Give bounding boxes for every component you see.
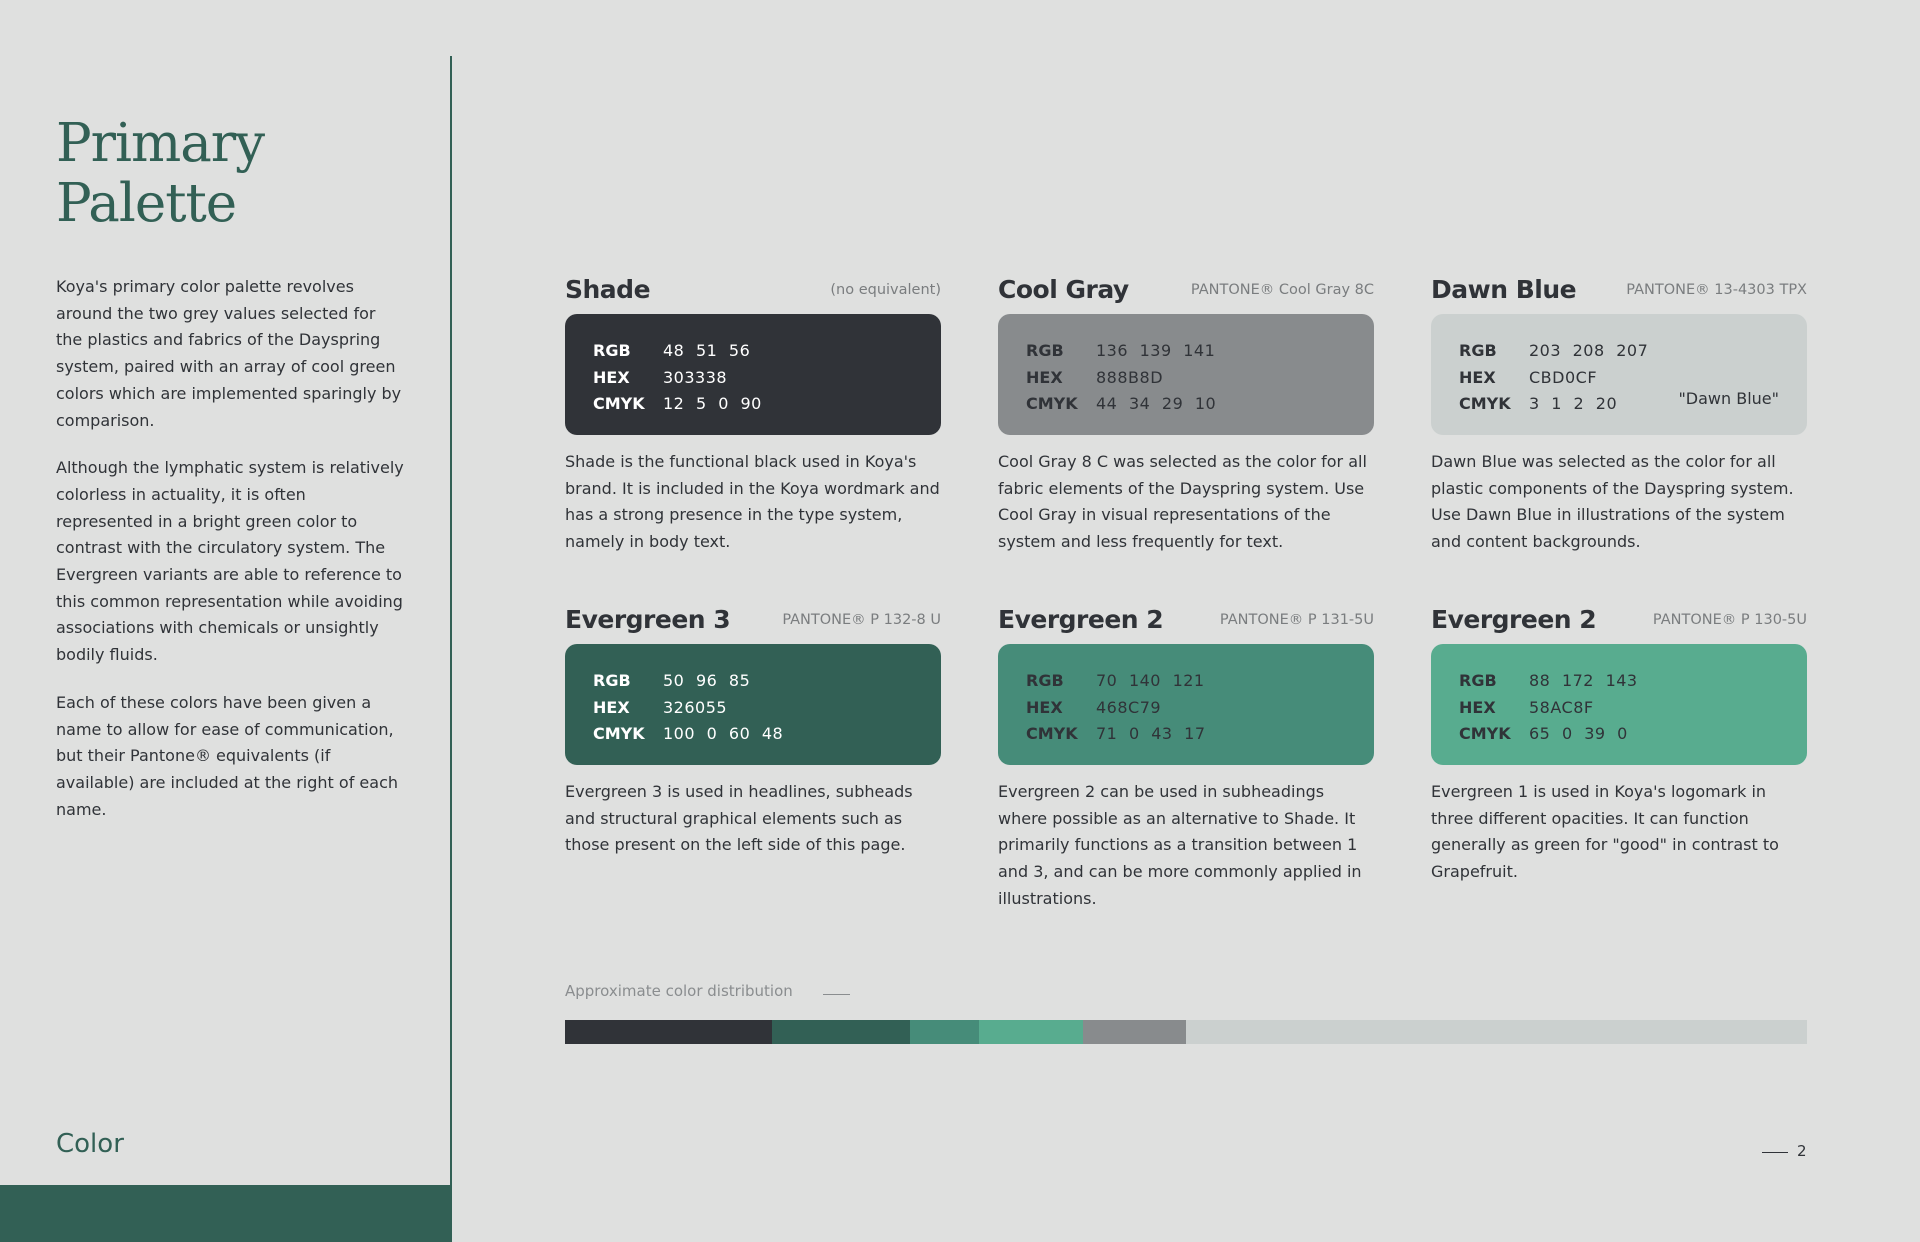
cmyk-value: 12 5 0 90 xyxy=(663,394,762,414)
color-card-evergreen-3 xyxy=(565,602,941,859)
intro-paragraph: Although the lymphatic system is relatively colorless in actuality, it is often represented in a bright green color to contrast with the circulatory system. The Evergreen variants are able to reference to this common representation while avoiding associations with chemicals or unsightly bodily fluids. xyxy=(56,458,404,665)
color-description: Cool Gray 8 C was selected as the color for all fabric elements of the Dayspring system. Use Cool Gray in visual representations of the system and less frequently for text. xyxy=(998,452,1367,552)
color-swatch xyxy=(565,644,941,765)
hex-label: HEX xyxy=(593,367,630,387)
rgb-label: RGB xyxy=(593,340,631,360)
cmyk-label: CMYK xyxy=(1026,394,1078,414)
hex-value: 888B8D xyxy=(1096,367,1164,387)
hex-label: HEX xyxy=(593,697,630,717)
distribution-segment xyxy=(772,1020,910,1044)
hex-label: HEX xyxy=(1026,367,1063,387)
distribution-segment xyxy=(1083,1020,1186,1044)
rgb-value: 48 51 56 xyxy=(663,340,751,360)
color-description: Evergreen 1 is used in Koya's logomark in three different opacities. It can function generally as green for "good" in contrast to Grapefruit. xyxy=(1431,782,1779,882)
sidebar-footer-bar xyxy=(0,1185,452,1242)
rgb-label: RGB xyxy=(1026,670,1064,690)
rgb-label: RGB xyxy=(1459,670,1497,690)
rgb-value: 50 96 85 xyxy=(663,670,751,690)
hex-label: HEX xyxy=(1026,697,1063,717)
hex-label: HEX xyxy=(1459,697,1496,717)
cmyk-label: CMYK xyxy=(593,724,645,744)
color-alias: "Dawn Blue" xyxy=(1678,389,1779,408)
cmyk-value: 44 34 29 10 xyxy=(1096,394,1217,414)
color-description: Evergreen 3 is used in headlines, subheads and structural graphical elements such as those present on the left side of this page. xyxy=(565,782,913,855)
color-card-cool-gray xyxy=(998,272,1374,556)
color-name: Evergreen 2 xyxy=(998,605,1164,634)
page-number: 2 xyxy=(1797,1142,1807,1160)
cmyk-value: 71 0 43 17 xyxy=(1096,724,1206,744)
cmyk-value: 65 0 39 0 xyxy=(1529,724,1628,744)
color-distribution-bar xyxy=(565,1020,1807,1044)
distribution-segment xyxy=(910,1020,979,1044)
rgb-label: RGB xyxy=(1459,340,1497,360)
rgb-value: 203 208 207 xyxy=(1529,340,1649,360)
color-description: Evergreen 2 can be used in subheadings where possible as an alternative to Shade. It primarily functions as a transition between 1 and 3, and can be more commonly applied in illustrations. xyxy=(998,782,1362,908)
cmyk-value: 100 0 60 48 xyxy=(663,724,784,744)
color-card-evergreen-1 xyxy=(1431,602,1807,886)
color-swatch xyxy=(1431,644,1807,765)
color-card-dawn-blue xyxy=(1431,272,1807,556)
page-title-line-1: Primary xyxy=(56,113,265,174)
color-swatch xyxy=(565,314,941,435)
color-name: Cool Gray xyxy=(998,275,1129,304)
hex-value: 303338 xyxy=(663,367,728,387)
page-title xyxy=(56,114,264,234)
rgb-value: 88 172 143 xyxy=(1529,670,1638,690)
distribution-label-rule xyxy=(823,994,850,995)
vertical-divider xyxy=(450,56,452,1242)
distribution-label: Approximate color distribution xyxy=(565,982,793,1000)
pantone-code: PANTONE® P 130-5U xyxy=(1652,612,1807,628)
color-swatch xyxy=(1431,314,1807,435)
cmyk-label: CMYK xyxy=(1026,724,1078,744)
cmyk-label: CMYK xyxy=(1459,724,1511,744)
pantone-code: PANTONE® P 132-8 U xyxy=(782,612,941,628)
rgb-value: 70 140 121 xyxy=(1096,670,1205,690)
color-name: Evergreen 3 xyxy=(565,605,731,634)
cmyk-value: 3 1 2 20 xyxy=(1529,394,1618,414)
section-label: Color xyxy=(56,1129,124,1159)
cmyk-label: CMYK xyxy=(593,394,645,414)
color-swatch xyxy=(998,644,1374,765)
hex-value: 58AC8F xyxy=(1529,697,1594,717)
intro-text xyxy=(56,274,406,844)
color-name: Shade xyxy=(565,275,651,304)
hex-label: HEX xyxy=(1459,367,1496,387)
hex-value: CBD0CF xyxy=(1529,367,1598,387)
color-description: Shade is the functional black used in Koya's brand. It is included in the Koya wordmark and has a strong presence in the type system, namely in body text. xyxy=(565,452,940,552)
rgb-label: RGB xyxy=(593,670,631,690)
color-card-evergreen-2 xyxy=(998,602,1374,913)
intro-paragraph: Koya's primary color palette revolves around the two grey values selected for the plastics and fabrics of the Dayspring system, paired with an array of cool green colors which are implemented sparingly by comparison. xyxy=(56,277,402,430)
pantone-code: (no equivalent) xyxy=(830,282,941,298)
cmyk-label: CMYK xyxy=(1459,394,1511,414)
pantone-code: PANTONE® 13-4303 TPX xyxy=(1626,282,1807,298)
hex-value: 468C79 xyxy=(1096,697,1162,717)
color-description: Dawn Blue was selected as the color for all plastic components of the Dayspring system. Use Dawn Blue in illustrations of the system and content backgrounds. xyxy=(1431,452,1794,552)
page-title-line-2: Palette xyxy=(56,173,237,234)
color-name: Evergreen 2 xyxy=(1431,605,1597,634)
distribution-segment xyxy=(1186,1020,1807,1044)
color-swatch xyxy=(998,314,1374,435)
intro-paragraph: Each of these colors have been given a name to allow for ease of communication, but their Pantone® equivalents (if available) are included at the right of each name. xyxy=(56,692,398,819)
rgb-value: 136 139 141 xyxy=(1096,340,1216,360)
color-card-shade xyxy=(565,272,941,556)
hex-value: 326055 xyxy=(663,697,728,717)
page-number-rule xyxy=(1762,1152,1788,1153)
distribution-segment xyxy=(565,1020,772,1044)
pantone-code: PANTONE® Cool Gray 8C xyxy=(1190,282,1374,298)
distribution-segment xyxy=(979,1020,1082,1044)
rgb-label: RGB xyxy=(1026,340,1064,360)
color-name: Dawn Blue xyxy=(1431,275,1577,304)
sidebar xyxy=(0,0,451,1242)
pantone-code: PANTONE® P 131-5U xyxy=(1219,612,1374,628)
